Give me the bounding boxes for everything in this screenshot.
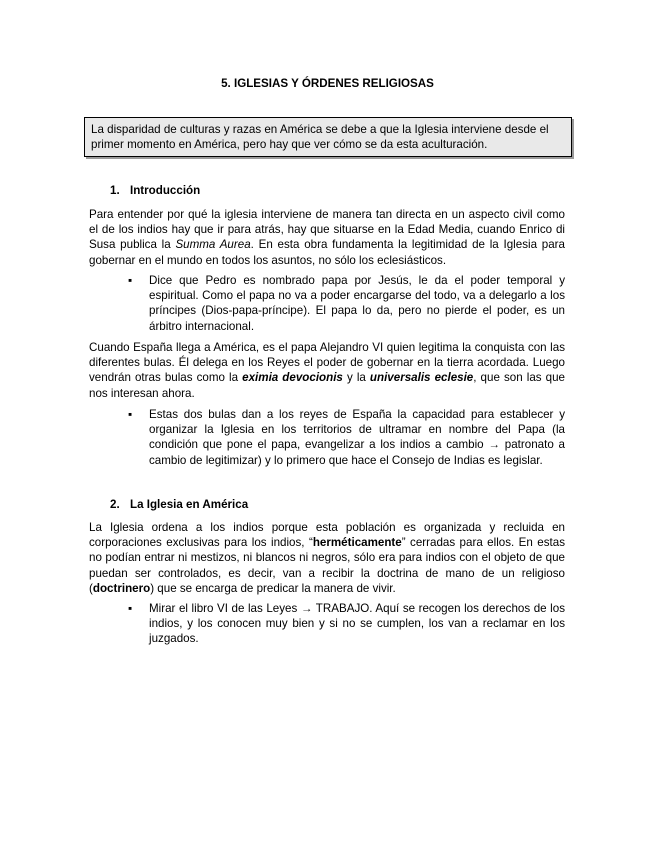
bullet-icon: ▪ (128, 274, 133, 287)
text-span: Cuando España llega a América, es el papa Alejandro VI quien legitima la conquista con las diferentes bulas. Él delega en los Reyes el poder de gobernar en la tierra acordada. Luego vendrán otras bulas como la (89, 341, 565, 385)
text-span: patronato a cambio de legitimizar) y lo primero que hace el Consejo de Indias es legislar. (149, 438, 565, 467)
text-span: . En esta obra fundamenta la legitimidad de la Iglesia para gobernar en el mundo en todos los asuntos, no sólo los eclesiásticos. (89, 238, 565, 267)
section-number: 1. (110, 184, 120, 197)
arrow-icon: → (488, 438, 500, 452)
text-span: La Iglesia ordena a los indios porque esta población es organizada y recluida en corporaciones exclusivas para los indios, “ (89, 521, 565, 550)
emphasis-term: herméticamente (312, 536, 402, 550)
emphasis-term: doctrinero (92, 581, 151, 595)
bullet-text: Dice que Pedro es nombrado papa por Jesús, le da el poder temporal y espiritual. Como el papa no va a poder encargarse del todo, va a delegarlo a los príncipes (Dios-papa-príncipe). El papa lo da, pero no pierde el poder, es un árbitro internacional. (149, 274, 565, 333)
bullet-text (149, 407, 565, 468)
text-span: ” cerradas para ellos. En estas no podían entrar ni mestizos, ni blancos ni negros, sólo era para indios con el objeto de que puedan ser controlados, es decir, van a recibir la doctrina de mano de un religioso ( (89, 536, 565, 595)
emphasis-term: eximia devocionis (242, 371, 343, 385)
section-title: La Iglesia en América (130, 498, 249, 511)
bullet-icon: ▪ (128, 408, 133, 421)
section-number: 2. (110, 498, 120, 511)
text-span: TRABAJO. Aquí se recogen los derechos de los indios, y los conocen muy bien y si no se cumplen, los van a reclamar en los juzgados. (149, 602, 565, 646)
paragraph-intro (89, 207, 565, 268)
paragraph-bulas (89, 340, 565, 401)
page-title: 5. IGLESIAS Y ÓRDENES RELIGIOSAS (221, 77, 434, 90)
book-title: Summa Aurea (175, 238, 251, 252)
bullet-text (149, 601, 565, 647)
summary-box: La disparidad de culturas y razas en América se debe a que la Iglesia interviene desde el primer momento en América, pero hay que ver cómo se da esta aculturación. (84, 117, 572, 157)
section-title: Introducción (130, 184, 201, 197)
arrow-icon: → (300, 602, 313, 615)
text-span: Para entender por qué la iglesia interviene de manera tan directa en un aspecto civil como el de los indios hay que ir para atrás, hay que situarse en la Edad Media, cuando Enrico di Susa publica la (89, 208, 565, 252)
emphasis-term: universalis eclesie (369, 371, 474, 385)
text-span: ) que se encarga de predicar la manera de vivir. (150, 581, 396, 595)
section-heading-iglesia-america (110, 497, 248, 512)
text-span: y la (342, 371, 370, 385)
paragraph-iglesia (89, 520, 565, 596)
section-heading-introduccion (110, 183, 200, 198)
text-span: , que son las que nos interesan ahora. (89, 371, 565, 400)
bullet-icon: ▪ (128, 602, 133, 615)
text-span: Mirar el libro VI de las Leyes (149, 602, 301, 615)
text-span: Estas dos bulas dan a los reyes de España la capacidad para establecer y organizar la Iglesia en los territorios de ultramar en nombre del Papa (la condición que pone el papa, evangelizar a los indios a cambio (149, 408, 565, 452)
